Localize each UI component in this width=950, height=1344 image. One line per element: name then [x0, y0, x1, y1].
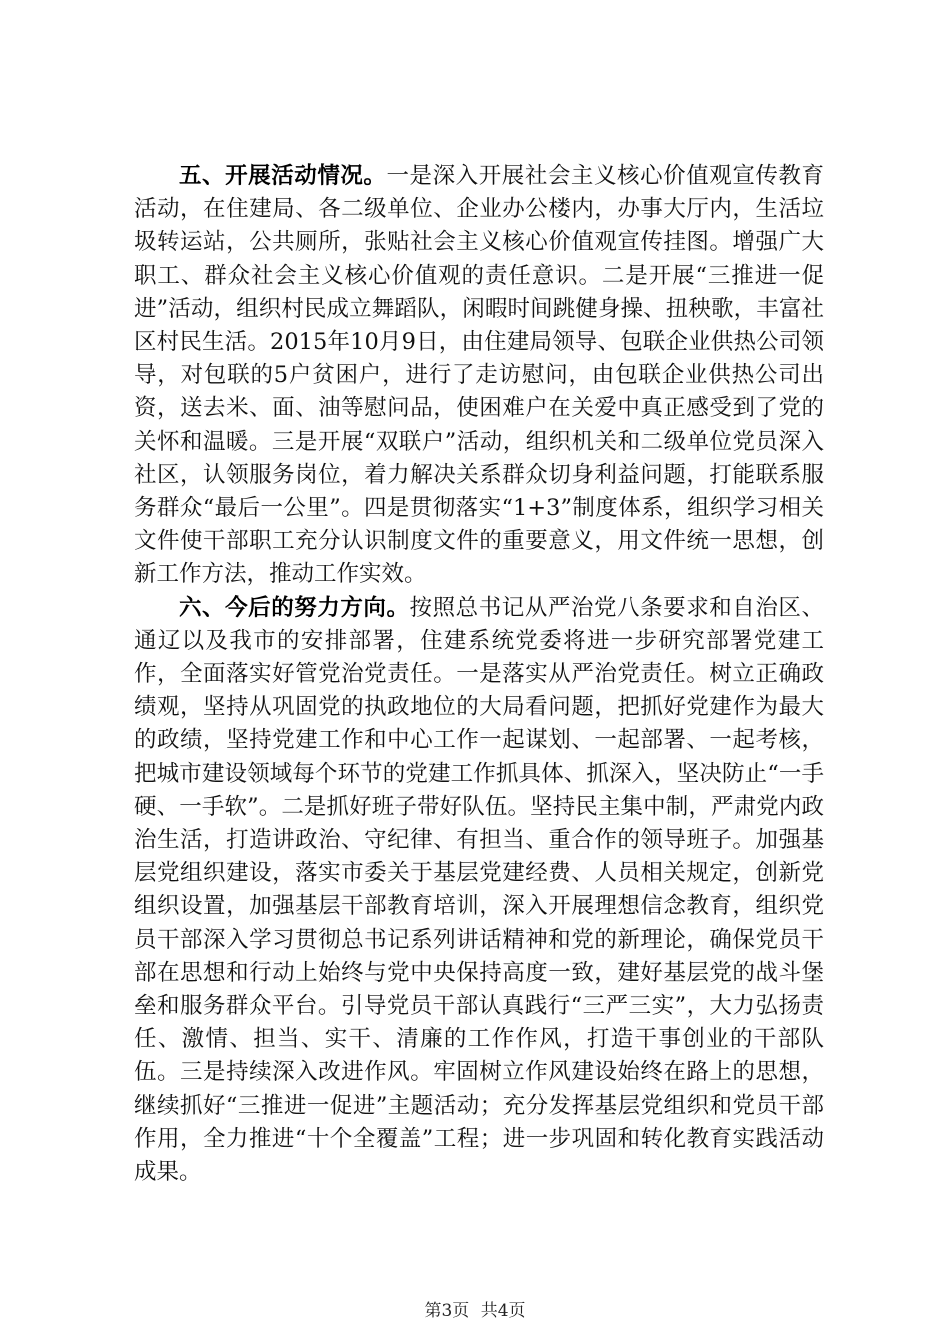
- section-six-paragraph: [134, 592, 824, 1190]
- section-five-text: 一是深入开展社会主义核心价值观宣传教育活动，在住建局、各二级单位、企业办公楼内，办事大厅内，生活垃圾转运站，公共厕所，张贴社会主义核心价值观宣传挂图。增强广大职工、群众社会主义核心价值观的责任意识。二是开展“三推进一促进”活动，组织村民成立舞蹈队，闲暇时间跳健身操、扭秧歌，丰富社区村民生活。2015年10月9日，由住建局领导、包联企业供热公司领导，对包联的5户贫困户，进行了走访慰问，由包联企业供热公司出资，送去米、面、油等慰问品，使困难户在关爱中真正感受到了党的关怀和温暖。三是开展“双联户”活动，组织机关和二级单位党员深入社区，认领服务岗位，着力解决关系群众切身利益问题，打能联系服务群众“最后一公里”。四是贯彻落实“1+3”制度体系，组织学习相关文件使干部职工充分认识制度文件的重要意义，用文件统一思想，创新工作方法，推动工作实效。: [134, 163, 824, 588]
- section-six-text: 按照总书记从严治党八条要求和自治区、通辽以及我市的安排部署，住建系统党委将进一步研究部署党建工作，全面落实好管党治党责任。一是落实从严治党责任。树立正确政绩观，坚持从巩固党的执政地位的大局看问题，把抓好党建作为最大的政绩，坚持党建工作和中心工作一起谋划、一起部署、一起考核，把城市建设领域每个环节的党建工作抓具体、抓深入，坚决防止“一手硬、一手软”。二是抓好班子带好队伍。坚持民主集中制，严肃党内政治生活，打造讲政治、守纪律、有担当、重合作的领导班子。加强基层党组织建设，落实市委关于基层党建经费、人员相关规定，创新党组织设置，加强基层干部教育培训，深入开展理想信念教育，组织党员干部深入学习贯彻总书记系列讲话精神和党的新理论，确保党员干部在思想和行动上始终与党中央保持高度一致，建好基层党的战斗堡垒和服务群众平台。引导党员干部认真践行“三严三实”，大力弘扬责任、激情、担当、实干、清廉的工作作风，打造干事创业的干部队伍。三是持续深入改进作风。牢固树立作风建设始终在路上的思想，继续抓好“三推进一促进”主题活动；充分发挥基层党组织和党员干部作用，全力推进“十个全覆盖”工程；进一步巩固和转化教育实践活动成果。: [134, 594, 824, 1186]
- section-five-paragraph: [134, 160, 824, 592]
- section-five-heading: 五、开展活动情况。: [179, 163, 387, 189]
- page-footer: [0, 1296, 950, 1321]
- section-six-heading: 六、今后的努力方向。: [179, 594, 410, 621]
- page-total: 共4页: [480, 1301, 526, 1321]
- page-number: 第3页: [424, 1301, 470, 1321]
- document-body: [134, 160, 824, 1189]
